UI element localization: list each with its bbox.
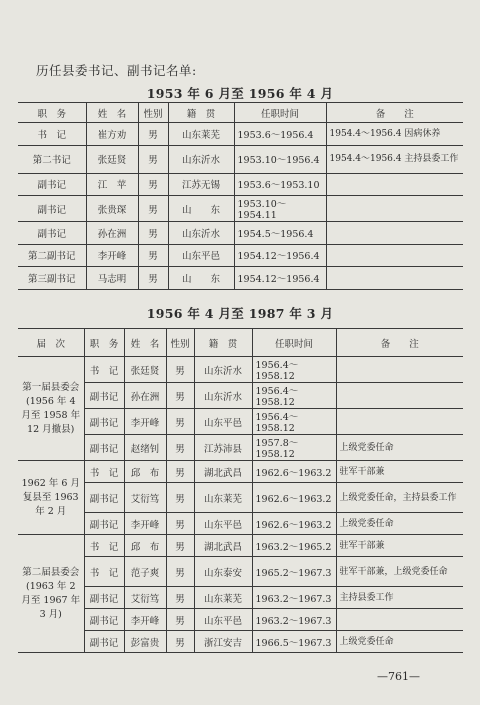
name-cell: 张贵琛 (86, 196, 138, 222)
gender-cell: 男 (166, 483, 194, 513)
name-cell: 李开峰 (124, 409, 166, 435)
gender-cell: 男 (138, 222, 168, 245)
header-cell: 任职时间 (234, 103, 326, 123)
name-cell: 艾衍笃 (124, 483, 166, 513)
gender-cell: 男 (166, 513, 194, 535)
position-cell: 副书记 (84, 587, 124, 609)
table-row (18, 222, 463, 245)
gender-cell: 男 (166, 587, 194, 609)
remark-cell: 驻军干部兼，上级党委任命 (336, 557, 463, 587)
name-cell: 江 苹 (86, 173, 138, 196)
remark-cell (336, 409, 463, 435)
name-cell: 彭富贵 (124, 631, 166, 653)
table-row (18, 609, 463, 631)
header-cell: 任职时间 (252, 329, 336, 357)
origin-cell: 湖北武昌 (194, 461, 252, 483)
origin-cell: 山东沂水 (194, 383, 252, 409)
tenure-cell: 1966.5～1967.3 (252, 631, 336, 653)
origin-cell: 山东泰安 (194, 557, 252, 587)
origin-cell: 山 东 (168, 196, 234, 222)
position-cell: 副书记 (84, 483, 124, 513)
remark-cell: 上级党委任命 (336, 435, 463, 461)
gender-cell: 男 (166, 435, 194, 461)
gender-cell: 男 (166, 461, 194, 483)
position-cell: 副书记 (84, 409, 124, 435)
table-row (18, 267, 463, 290)
name-cell: 崔方劝 (86, 123, 138, 146)
header-cell: 籍 贯 (168, 103, 234, 123)
position-cell: 书 记 (84, 461, 124, 483)
position-cell: 第三副书记 (18, 267, 86, 290)
header-cell: 籍 贯 (194, 329, 252, 357)
origin-cell: 江苏无锡 (168, 173, 234, 196)
gender-cell: 男 (166, 383, 194, 409)
remark-cell (336, 609, 463, 631)
origin-cell: 山东平邑 (194, 609, 252, 631)
tenure-cell: 1954.5～1956.4 (234, 222, 326, 245)
table-1956-1987 (18, 328, 463, 653)
position-cell: 书 记 (84, 557, 124, 587)
position-cell: 副书记 (84, 383, 124, 409)
origin-cell: 山东莱芜 (194, 483, 252, 513)
gender-cell: 男 (138, 244, 168, 267)
remark-cell: 主持县委工作 (336, 587, 463, 609)
name-cell: 张廷贤 (86, 145, 138, 173)
name-cell: 赵绪钊 (124, 435, 166, 461)
table1-title: 1953 年 6 月至 1956 年 4 月 (146, 86, 334, 101)
table-row (18, 357, 463, 383)
name-cell: 艾衍笃 (124, 587, 166, 609)
table-row (18, 409, 463, 435)
name-cell: 孙在洲 (86, 222, 138, 245)
tenure-cell: 1953.6～1956.4 (234, 123, 326, 146)
name-cell: 张廷贤 (124, 357, 166, 383)
remark-cell (326, 267, 463, 290)
tenure-cell: 1962.6～1963.2 (252, 483, 336, 513)
position-cell: 副书记 (84, 609, 124, 631)
origin-cell: 山东莱芜 (194, 587, 252, 609)
position-cell: 副书记 (18, 222, 86, 245)
origin-cell: 山东平邑 (168, 244, 234, 267)
gender-cell: 男 (138, 196, 168, 222)
remark-cell: 1954.4～1956.4 主持县委工作 (326, 145, 463, 173)
table-row (18, 145, 463, 173)
tenure-cell: 1962.6～1963.2 (252, 513, 336, 535)
gender-cell: 男 (166, 557, 194, 587)
remark-cell (326, 173, 463, 196)
remark-cell (336, 357, 463, 383)
table2-header-row (18, 329, 463, 357)
name-cell: 李开峰 (86, 244, 138, 267)
table-row (18, 461, 463, 483)
remark-cell (326, 244, 463, 267)
table-row (18, 196, 463, 222)
gender-cell: 男 (138, 267, 168, 290)
origin-cell: 山东平邑 (194, 513, 252, 535)
header-cell: 姓 名 (124, 329, 166, 357)
tenure-cell: 1956.4～1958.12 (252, 357, 336, 383)
table-row (18, 173, 463, 196)
gender-cell: 男 (138, 145, 168, 173)
position-cell: 书 记 (18, 123, 86, 146)
origin-cell: 山东平邑 (194, 409, 252, 435)
header-cell: 职 务 (84, 329, 124, 357)
tenure-cell: 1954.12～1956.4 (234, 267, 326, 290)
table-row (18, 123, 463, 146)
position-cell: 书 记 (84, 357, 124, 383)
table-row (18, 483, 463, 513)
table-row (18, 535, 463, 557)
term-cell: 第一届县委会(1956 年 4 月至 1958 年 12 月撤县) (18, 357, 84, 461)
table-row (18, 513, 463, 535)
remark-cell: 驻军干部兼 (336, 461, 463, 483)
table-1953-1956 (18, 102, 463, 290)
origin-cell: 浙江安吉 (194, 631, 252, 653)
origin-cell: 湖北武昌 (194, 535, 252, 557)
origin-cell: 山东沂水 (194, 357, 252, 383)
table1-header-row (18, 103, 463, 123)
position-cell: 第二书记 (18, 145, 86, 173)
header-cell: 职 务 (18, 103, 86, 123)
gender-cell: 男 (166, 609, 194, 631)
remark-cell (326, 196, 463, 222)
table-row (18, 383, 463, 409)
remark-cell: 1954.4～1956.4 因病休养 (326, 123, 463, 146)
gender-cell: 男 (138, 123, 168, 146)
header-cell: 备 注 (326, 103, 463, 123)
position-cell: 副书记 (84, 435, 124, 461)
table-row (18, 631, 463, 653)
gender-cell: 男 (138, 173, 168, 196)
gender-cell: 男 (166, 631, 194, 653)
remark-cell: 上级党委任命，主持县委工作 (336, 483, 463, 513)
origin-cell: 山东沂水 (168, 222, 234, 245)
gender-cell: 男 (166, 535, 194, 557)
table-row (18, 587, 463, 609)
origin-cell: 山东沂水 (168, 145, 234, 173)
origin-cell: 山 东 (168, 267, 234, 290)
origin-cell: 山东莱芜 (168, 123, 234, 146)
term-cell: 第二届县委会(1963 年 2 月至 1967 年 3 月) (18, 535, 84, 653)
tenure-cell: 1963.2～1967.3 (252, 609, 336, 631)
name-cell: 马志明 (86, 267, 138, 290)
header-cell: 性别 (138, 103, 168, 123)
name-cell: 李开峰 (124, 513, 166, 535)
tenure-cell: 1963.2～1965.2 (252, 535, 336, 557)
tenure-cell: 1956.4～1958.12 (252, 409, 336, 435)
remark-cell: 上级党委任命 (336, 513, 463, 535)
remark-cell: 上级党委任命 (336, 631, 463, 653)
tenure-cell: 1953.10～1956.4 (234, 145, 326, 173)
name-cell: 邱 布 (124, 535, 166, 557)
position-cell: 副书记 (84, 631, 124, 653)
tenure-cell: 1953.10～1954.11 (234, 196, 326, 222)
origin-cell: 江苏沛县 (194, 435, 252, 461)
name-cell: 李开峰 (124, 609, 166, 631)
name-cell: 邱 布 (124, 461, 166, 483)
remark-cell: 驻军干部兼 (336, 535, 463, 557)
position-cell: 副书记 (18, 196, 86, 222)
table-row (18, 435, 463, 461)
intro-text: 历任县委书记、副书记名单: (36, 63, 197, 78)
header-cell: 届 次 (18, 329, 84, 357)
position-cell: 书 记 (84, 535, 124, 557)
header-cell: 姓 名 (86, 103, 138, 123)
gender-cell: 男 (166, 409, 194, 435)
tenure-cell: 1962.6～1963.2 (252, 461, 336, 483)
gender-cell: 男 (166, 357, 194, 383)
header-cell: 性别 (166, 329, 194, 357)
term-cell: 1962 年 6 月复县至 1963 年 2 月 (18, 461, 84, 535)
tenure-cell: 1965.2～1967.3 (252, 557, 336, 587)
position-cell: 副书记 (18, 173, 86, 196)
page-number: —761— (377, 670, 420, 683)
header-cell: 备 注 (336, 329, 463, 357)
name-cell: 范子爽 (124, 557, 166, 587)
table-row (18, 557, 463, 587)
tenure-cell: 1954.12～1956.4 (234, 244, 326, 267)
position-cell: 第二副书记 (18, 244, 86, 267)
remark-cell (336, 383, 463, 409)
table-row (18, 244, 463, 267)
tenure-cell: 1963.2～1967.3 (252, 587, 336, 609)
position-cell: 副书记 (84, 513, 124, 535)
tenure-cell: 1957.8～1958.12 (252, 435, 336, 461)
remark-cell (326, 222, 463, 245)
tenure-cell: 1953.6～1953.10 (234, 173, 326, 196)
table2-title: 1956 年 4 月至 1987 年 3 月 (146, 306, 334, 321)
tenure-cell: 1956.4～1958.12 (252, 383, 336, 409)
name-cell: 孙在洲 (124, 383, 166, 409)
